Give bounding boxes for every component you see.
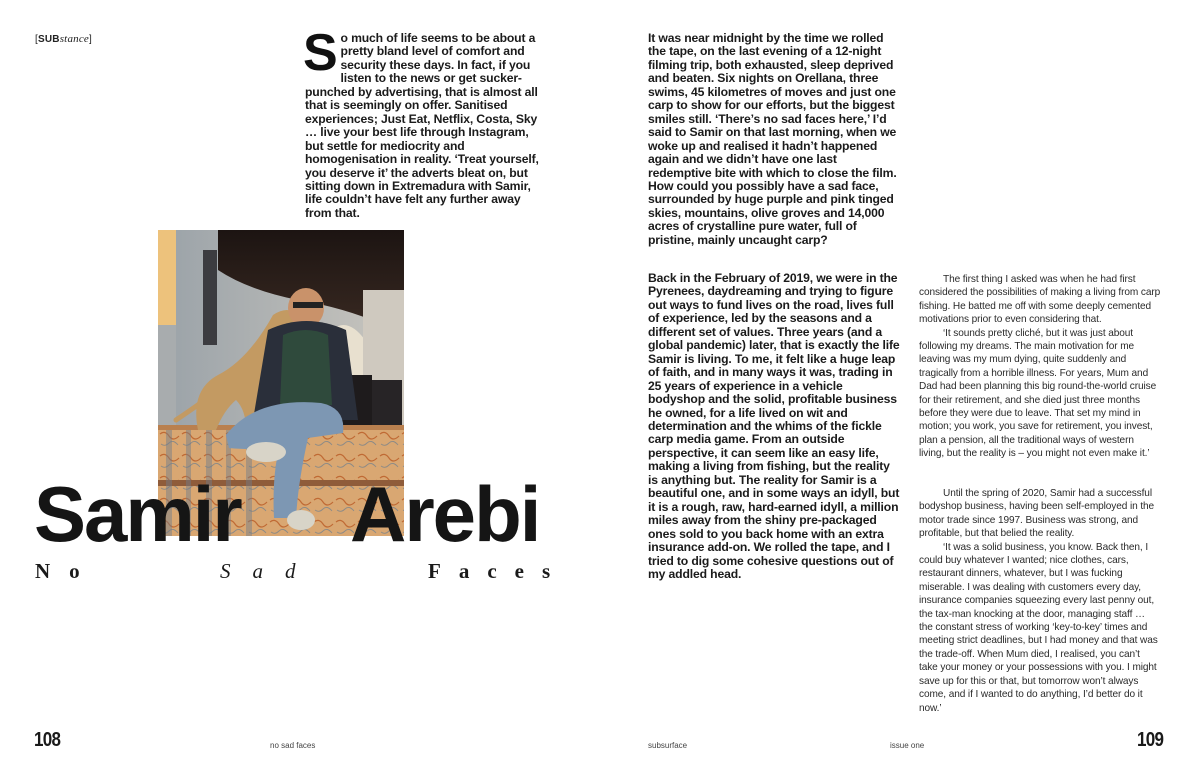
subtitle-word-faces: Faces: [428, 559, 569, 583]
column3-block-1: [919, 273, 1161, 461]
title-first-name: Samir: [34, 470, 241, 558]
column2-paragraph-1: It was near midnight by the time we rolled the tape, on the last evening of a 12-night filming trip, both exhausted, sleep deprived and beaten. Six nights on Orellana, three swims, 45 kilometres of moves and just one carp to show for our efforts, but the biggest smiles still. ‘There’s no sad faces here,’ I’d said to Samir on that last morning, when we woke up and realised it hadn’t happened again and we didn’t have one last redemptive bite with which to close the film. How could you possibly have a sad face, surrounded by huge purple and pink tinged skies, mountains, olive groves and 14,000 acres of crystalline pure water, full of pristine, mainly uncaught carp?: [648, 31, 897, 247]
running-footer-left: no sad faces: [270, 741, 316, 750]
section-tag-bracket-open: [: [35, 34, 38, 45]
section-tag-bracket-close: ]: [89, 34, 92, 45]
page-number-left: 108: [34, 729, 61, 751]
running-footer-center: subsurface: [648, 741, 688, 750]
column3-block2-para2: ‘It was a solid business, you know. Back then, I could buy whatever I wanted; nice clothes, cars, restaurant dinners, whatever, but I was fucking miserable. I was dealing with customers every day, insurance companies squeezing every last penny out, the tax-man knocking at the door, managing staff … the constant stress of working ‘key-to-key’ times and meeting strict deadlines, but I had money and that was the trade-off. When Mum died, I realised, you can’t take your money or your possessions with you. I might save up for this or that, but tomorrow won’t always come, and if I wanted to do anything, I’d better do it now.’: [919, 541, 1158, 714]
running-footer-right: issue one: [890, 741, 925, 750]
subtitle-word-sad: Sad: [220, 559, 318, 583]
column2-paragraph-2: Back in the February of 2019, we were in the Pyrenees, daydreaming and trying to figure out ways to fund lives on the road, lives full of experience, led by the seasons and a different set of values. Three years (and a global pandemic) later, that is exactly the life Samir is living. To me, it felt like a huge leap of faith, and in many ways it was, trading in 25 years of experience in a vehicle bodyshop and the solid, profitable business he owned, for a life lived on wit and determination and the whims of the fickle carp media game. From an outside perspective, it can seem like an easy life, making a living from fishing, but the reality is anything but. The reality for Samir is a beautiful one, and in some ways an idyll, but it is a rough, raw, hard-earned idyll, a million miles away from the shiny pre-packaged ones sold to you back home with an extra insurance add-on. We rolled the tape, and I tried to dig some cohesive questions out of my addled head.: [648, 271, 900, 581]
page-number-right: 109: [1137, 729, 1164, 751]
column3-block2-para1: Until the spring of 2020, Samir had a successful bodyshop business, having been self-employed in the motor trade since 1997. Business was strong, and profitable, but that belied the reality.: [919, 488, 1155, 540]
section-tag: [35, 33, 92, 45]
intro-paragraph: [303, 24, 550, 220]
section-tag-italic: stance: [59, 33, 90, 45]
section-tag-bold: SUB: [37, 34, 60, 45]
drop-cap: S: [303, 24, 338, 82]
column3-block-2: [919, 487, 1161, 715]
column3-block1-para2: ‘It sounds pretty cliché, but it was just about following my dreams. The main motivation for me leaving was my mum dying, quite suddenly and tragically from a horrible illness. For years, Mum and Dad had been planning this big round-the-world cruise for their retirement, and she died just three months before they were due to leave. That set my mind in motion; you work, you save for retirement, you invest, plan a pension, all the traditional ways of western living, but the reality is – you might not even make it.’: [919, 327, 1157, 460]
column3-block1-para1: The first thing I asked was when he had first considered the possibilities of making a living from carp fishing. He batted me off with some deeply cemented motivations prior to even considering that.: [919, 274, 1161, 326]
intro-text: o much of life seems to be about a pretty bland level of comfort and security these days. In fact, if you listen to the news or get sucker-punched by advertising, that is almost all that is seemingly on offer. Sanitised experiences; Just Eat, Netflix, Costa, Sky … live your best life through Instagram, but settle for mediocrity and homogenisation in reality. ‘Treat yourself, you deserve it’ the adverts bleat on, but sitting down in Extremadura with Samir, life couldn’t have felt any further away from that.: [305, 31, 539, 220]
title-last-name: Arebi: [350, 470, 540, 558]
subtitle-word-no: No: [35, 559, 99, 583]
